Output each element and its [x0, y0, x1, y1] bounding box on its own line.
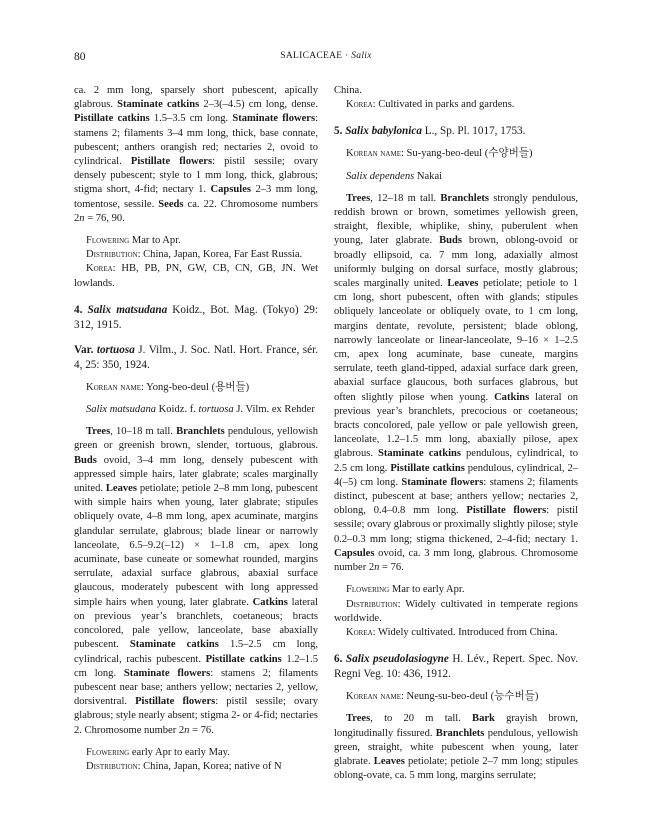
bold-term: Trees	[346, 713, 371, 725]
text-run: J. Vilm. ex Rehder	[233, 404, 315, 416]
bold-term	[97, 344, 135, 356]
text-run: pendulous, yellowish green or greenish brown, slender, tortuous, glabrous.	[74, 426, 318, 452]
bold-term: Pistillate catkins	[205, 653, 282, 665]
section-label: Flowering	[86, 746, 130, 758]
text-run: : stamens 2; filaments pubescent near base; anthers yellow; nectaries 2, yellow, dorsiventral.	[74, 667, 318, 708]
synonym-line	[74, 403, 318, 417]
text-run: : stamens 2; filaments distinct, pubescent at base; anthers yellow; nectaries 2, oblong, 0.4–0.8 mm long.	[334, 476, 578, 517]
page-number: 80	[74, 51, 86, 63]
species-heading	[334, 124, 578, 139]
korean-name-line	[74, 381, 318, 395]
text-run: 1.5–2.5 cm long, cylindrical, rachis pubescent.	[74, 639, 318, 665]
text-run: = 76.	[189, 724, 214, 736]
section-label: Korea	[346, 99, 373, 111]
text-run: ca. 22. Chromosome numbers 2	[74, 198, 318, 224]
section-label: Korean name	[86, 381, 141, 393]
family-name: SALICACEAE	[280, 51, 343, 61]
text-run: early Apr to early May.	[129, 746, 230, 758]
continued-line: China.	[334, 85, 362, 96]
bold-term: Pistillate catkins	[390, 462, 465, 474]
text-run: Koidz., Bot. Mag. (Tokyo) 29: 312, 1915.	[74, 303, 319, 331]
distribution-line	[74, 760, 318, 774]
bold-term	[87, 304, 167, 316]
distribution-line	[334, 598, 578, 626]
text-run: : HB, PB, PN, GW, CB, CN, GB, JN. Wet lowlands.	[74, 263, 318, 289]
text-run: 2–3(–4.5) cm long, dense.	[199, 99, 318, 111]
flowering-line	[74, 746, 318, 760]
bold-term: Leaves	[373, 755, 405, 767]
species-heading	[74, 303, 318, 333]
bold-term: 4.	[74, 303, 88, 316]
section-label: Distribution	[86, 249, 138, 261]
bold-term: Bark	[472, 713, 495, 725]
text-run: : Neung-su-beo-deul (능수버들)	[400, 691, 539, 703]
text-run: strongly pendulous, reddish brown or brown, sometimes yellowish green, straight, flexible, whiplike, shiny, puberulent when young, later glabrate.	[334, 192, 578, 247]
running-head	[0, 51, 652, 61]
flowering-line	[74, 234, 318, 248]
text-run: : pistil sessile; ovary densely pubescent; style to 1 mm long, thick, glabrous; stigma short, 4-fid; nectary 1.	[74, 156, 318, 196]
korea-line	[334, 98, 578, 112]
bold-term: Staminate flowers	[232, 113, 316, 125]
variety-heading	[74, 343, 318, 373]
text-run: Koidz. f.	[156, 404, 199, 416]
text-run: ovoid, ca. 3 mm long, glabrous. Chromosome number 2	[334, 547, 578, 574]
text-run: : China, Japan, Korea, Far East Russia.	[137, 249, 303, 261]
italic-term: Salix dependens	[346, 170, 415, 182]
text-run: 1.2–1.5 cm long.	[74, 653, 318, 679]
bold-term: Pistillate flowers	[135, 696, 216, 708]
bold-term	[346, 653, 449, 665]
text-run: ca. 2 mm long, sparsely short pubescent, apically glabrous.	[74, 85, 318, 111]
italic-term: n	[374, 562, 380, 574]
text-run: pendulous, cylindrical, 2–4(–5) cm long.	[334, 462, 578, 488]
description-paragraph	[74, 425, 318, 737]
bold-term: 5.	[334, 125, 346, 138]
bold-term: Pistillate catkins	[74, 113, 150, 125]
bold-term: Branchlets	[176, 426, 225, 438]
distribution-line	[74, 248, 318, 262]
section-label: Flowering	[346, 584, 390, 596]
bold-term: Catkins	[494, 391, 530, 403]
italic-term: tortuosa	[96, 343, 135, 356]
bold-term: Pistillate flowers	[130, 156, 213, 168]
text-run: pendulous, yellowish green, straight, white pubescent when young, later glabrate.	[334, 727, 578, 767]
text-run: : Yong-beo-deul (용버들)	[140, 381, 250, 393]
text-run: : Widely cultivated. Introduced from China.	[372, 626, 558, 638]
bold-term: Branchlets	[435, 727, 485, 739]
section-label: Korean name	[346, 148, 401, 160]
text-run: brown, oblong-ovoid or broadly ellipsoid, ca. 7 mm long, adaxially almost uniformly bulging on dorsal surface, mostly glabrous; scales marginally united.	[334, 235, 578, 290]
text-run: petiolate; petiole 2–8 mm long, pubescent with simple hairs when young, later glabrate; stipules obliquely ovate, 4–8 mm long, apex acuminate, margins glandular serrulate, glabrous; blade linear or narrowly lanceolate, 6.5–9.2(–12) × 1–1.8 cm, apex long acuminate, base cuneate or somewhat rounded, margins serrulate, adaxial surface glabrous, abaxial surface glaucous, moderately pubescent with long appressed simple hairs when young, later glabrate.	[74, 483, 318, 608]
section-label: Distribution	[346, 598, 398, 610]
text-run: : pistil sessile; ovary glabrous or proximally slightly pilose; style 0.2–0.3 mm long; stigma thickened, 2–4-fid; nectary 1.	[334, 505, 579, 545]
bold-term: Var.	[74, 343, 97, 356]
description-paragraph	[334, 192, 578, 575]
left-column	[74, 84, 318, 774]
bold-term: Buds	[439, 235, 462, 247]
text-run: 1.5–3.5 cm long.	[149, 113, 233, 125]
text-run: : Su-yang-beo-deul (수양버들)	[400, 148, 533, 160]
synonym-line	[334, 170, 578, 184]
text-run: H. Lév., Repert. Spec. Nov. Regni Veg. 10: 436, 1912.	[334, 653, 579, 681]
bold-term: Trees	[346, 192, 371, 204]
korean-name-line	[334, 147, 578, 161]
text-run: Mar to Apr.	[129, 235, 181, 247]
text-run: J. Vilm., J. Soc. Natl. Hort. France, sér. 4, 25: 350, 1924.	[74, 343, 318, 371]
section-label: Flowering	[86, 235, 130, 247]
text-run: grayish brown, longitudinally fissured.	[334, 713, 578, 739]
italic-term: n	[79, 212, 85, 224]
bold-term: Branchlets	[440, 192, 490, 204]
genus-name: Salix	[351, 51, 372, 61]
bold-term: Seeds	[158, 198, 184, 210]
flowering-line	[334, 583, 578, 597]
bold-term: Staminate flowers	[401, 476, 484, 488]
bold-term: Leaves	[105, 483, 137, 495]
text-run: 2–3 mm long, tomentose, sessile.	[74, 184, 318, 210]
bold-term: Staminate flowers	[123, 667, 211, 679]
korean-name-line	[334, 690, 578, 704]
text-run: = 76, 90.	[84, 212, 125, 224]
bold-term: Capsules	[210, 184, 251, 196]
section-label: Korea	[346, 626, 373, 638]
description-paragraph	[334, 712, 578, 783]
bold-term: Pistillate flowers	[466, 505, 547, 517]
bold-term: Leaves	[447, 278, 479, 290]
italic-term: n	[184, 724, 190, 736]
description-paragraph	[74, 84, 318, 226]
bold-term: Staminate catkins	[378, 448, 461, 460]
text-run: : pistil sessile; ovary glabrous; style nearly absent; stigma 2- or 4-fid; nectaries 2. Chromosome number 2	[74, 696, 319, 736]
text-run: lateral on previous year’s branchlets, coetaneous; bracts concolored, pale yellow, lanceolate, base abaxially pubescent.	[74, 596, 318, 651]
bold-term: Staminate catkins	[117, 99, 200, 111]
bold-term: Catkins	[252, 596, 288, 608]
text-run: Mar to early Apr.	[389, 584, 465, 596]
bold-term: Trees	[86, 426, 111, 438]
text-run: ovoid, 3–4 mm long, densely pubescent with appressed simple hairs, later glabrate; scales marginally united.	[74, 454, 318, 495]
text-run: petiolate; petiole to 1 cm long, short pubescent, often with glands; stipules obliquely lanceolate or obliquely ovate, to 1 cm long, margins dentate, revolute, persistent; blade oblong, narrowly lanceolate or linear-lanceolate, 9–16 × 1–2.5 cm, apex long acuminate, base cuneate, margins serrulate, teeth gland-tipped, adaxial surface dark green, abaxial surface glaucous, both surfaces glabrous, but often slightly pilose when young.	[334, 278, 578, 403]
bold-term	[345, 125, 422, 137]
section-label: Distribution	[86, 760, 138, 772]
italic-term: Salix matsudana	[87, 303, 168, 316]
text-run: : Widely cultivated in temperate regions worldwide.	[334, 598, 578, 624]
korea-line	[74, 262, 318, 290]
text-run: : China, Japan, Korea; native of N	[137, 760, 282, 772]
korea-line	[334, 626, 578, 640]
text-run: = 76.	[379, 562, 404, 574]
bold-term: Buds	[74, 454, 97, 466]
right-column	[334, 84, 578, 783]
bold-term: Staminate catkins	[129, 639, 219, 651]
species-heading	[334, 652, 578, 682]
separator: ·	[342, 51, 352, 61]
italic-term: Salix pseudolasiogyne	[345, 653, 449, 666]
italic-term: tortuosa	[198, 404, 234, 416]
text-run: , 12–18 m tall.	[370, 192, 441, 204]
italic-term: Salix matsudana	[86, 404, 157, 416]
bold-term: Capsules	[334, 547, 375, 559]
text-run: lateral on previous year’s branchlets, precocious or coetaneous; bracts concolored, pale yellow or pale yellowish green, lanceolate, 1.2–1.5 mm long, abaxially pilose, apex glabrous.	[334, 391, 579, 460]
text-run: L., Sp. Pl. 1017, 1753.	[421, 125, 526, 138]
text-run: : Cultivated in parks and gardens.	[372, 99, 515, 111]
section-label: Korean name	[346, 691, 401, 703]
text-run: , 10–18 m tall.	[110, 426, 177, 438]
text-run: , to 20 m tall.	[370, 713, 473, 725]
text-run: : stamens 2; filaments 3–4 mm long, thick, base connate, pubescent; anthers orangish red; nectaries 2, ovoid to cylindrical.	[74, 113, 318, 168]
text-run: Nakai	[414, 170, 443, 182]
bold-term: 6.	[334, 653, 346, 666]
section-label: Korea	[86, 263, 113, 275]
text-run: pendulous, cylindrical, to 2.5 cm long.	[334, 448, 578, 474]
text-run: petiolate; petiole 2–7 mm long; stipules oblong-ovate, ca. 5 mm long, margins serrulate;	[334, 755, 578, 782]
italic-term: Salix babylonica	[345, 125, 422, 138]
